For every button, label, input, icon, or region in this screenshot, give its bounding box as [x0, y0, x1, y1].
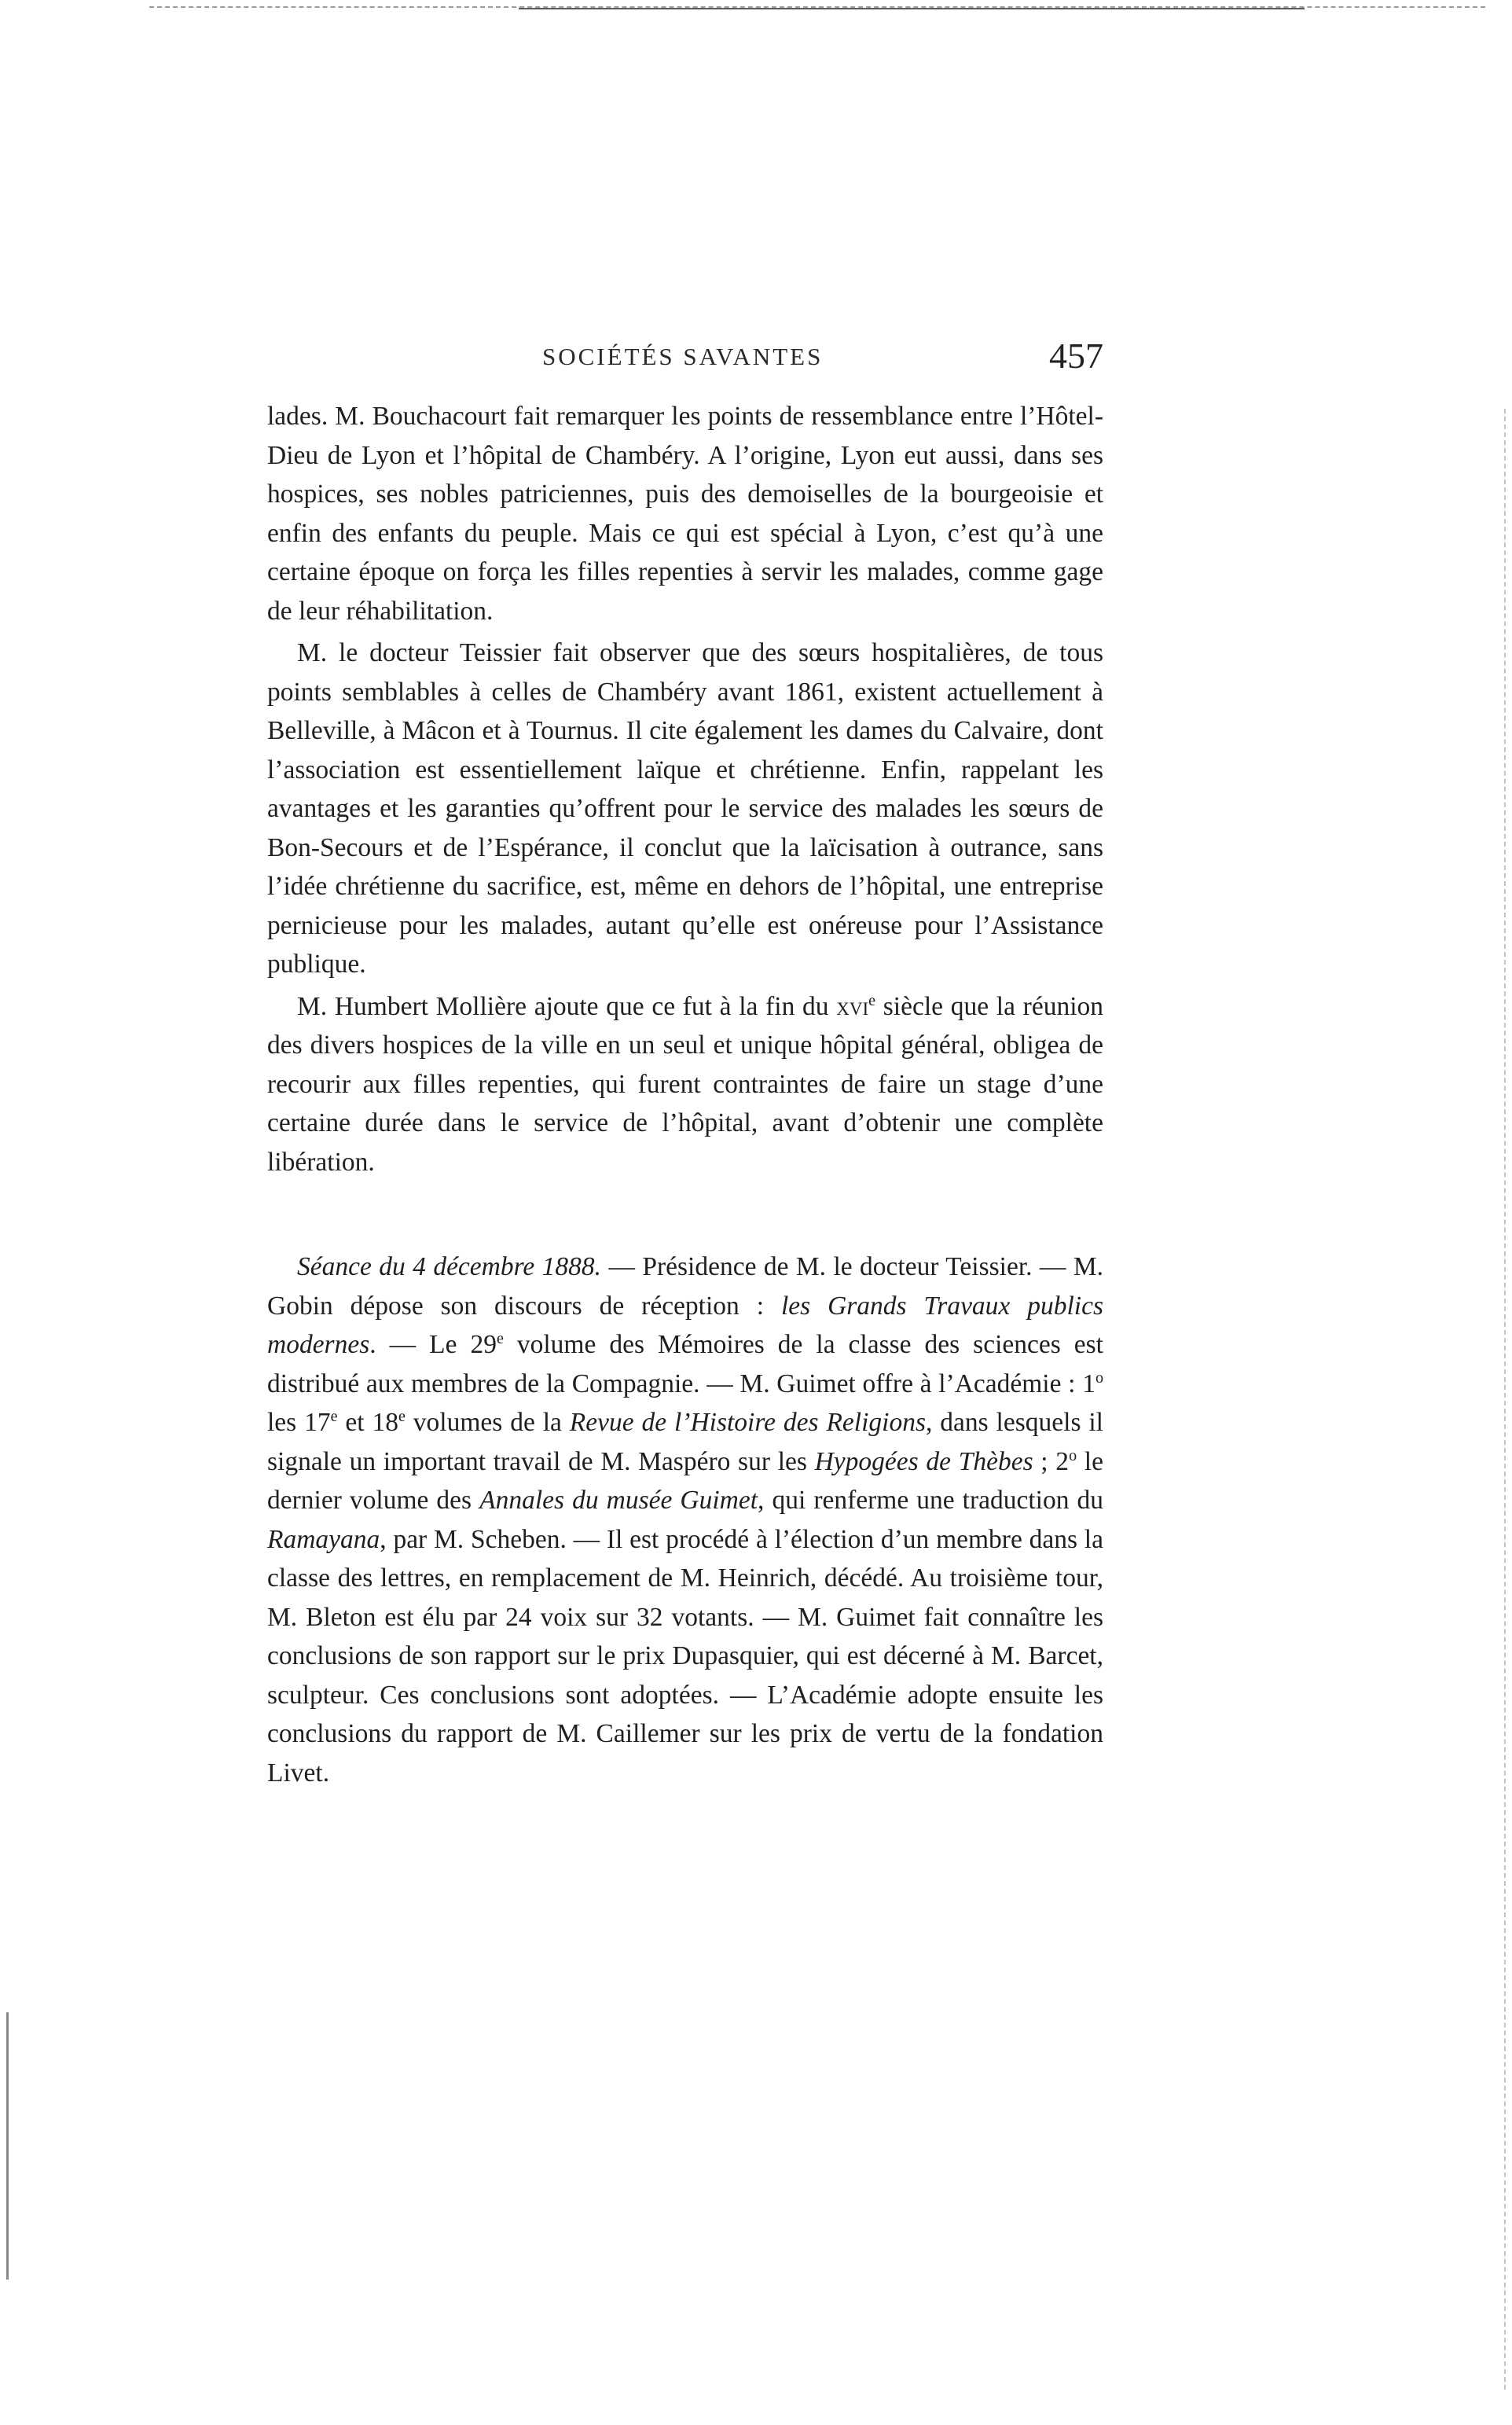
session-text-8: ; 2 [1033, 1446, 1070, 1476]
work-title-annales: Annales du musée Guimet [479, 1486, 758, 1515]
session-text-7: , dans lesquels il signale un important travail de M. Maspéro sur les [267, 1408, 1103, 1476]
session-text-5: et 18 [337, 1408, 398, 1437]
scan-artifact-right-edge [1504, 409, 1506, 2390]
running-title: SOCIÉTÉS SAVANTES [542, 343, 824, 370]
paragraph-bouchacourt: lades. M. Bouchacourt fait remarquer les points de ressemblance entre l’Hôtel-Dieu de Lyon et l’hôpital de Chambéry. A l’origine, Lyon eut aussi, dans ses hospices, ses nobles patriciennes, puis des demoiselles de la bourgeoisie et enfin des enfants du peuple. Mais ce qui est spécial à Lyon, c’est qu’à une certaine époque on força les filles repenties à servir les malades, comme gage de leur réhabilitation. [267, 402, 1103, 626]
session-text-4: les 17 [267, 1408, 331, 1437]
superscript-o-2: o [1069, 1446, 1077, 1464]
session-minutes [267, 1247, 1103, 1792]
century-numeral: xvi [836, 991, 869, 1021]
session-text-3: volume des Mémoires de la classe des sciences est distribué aux membres de la Compagnie. — M. Guimet offre à l’Académie : 1 [267, 1330, 1103, 1398]
molliere-text-end: siècle que la réunion des divers hospices de la ville en un seul et unique hôpital général, obligea de recourir aux filles repenties, qui furent contraintes de faire un stage d’une certaine durée dans le service de l’hôpital, avant d’obtenir une complète libération. [267, 991, 1104, 1177]
molliere-text-start: M. Humbert Mollière ajoute que ce fut à la fin du [297, 991, 837, 1021]
century-superscript: e [868, 991, 876, 1009]
work-title-ramayana: Ramayana [267, 1524, 380, 1554]
session-text-2: . — Le 29 [369, 1330, 497, 1359]
superscript-e-2: e [330, 1407, 338, 1425]
work-title-hypogees: Hypogées de Thèbes [814, 1446, 1033, 1476]
paragraph-molliere [267, 987, 1103, 1182]
running-head [267, 335, 1103, 382]
session-date: Séance du 4 décembre 1888. [297, 1252, 602, 1281]
page-number: 457 [1049, 336, 1103, 376]
paragraph-teissier: M. le docteur Teissier fait observer que des sœurs hospitalières, de tous points semblables à celles de Chambéry avant 1861, existent actuellement à Belleville, à Mâcon et à Tournus. Il cite également les dames du Calvaire, dont l’association est essentiellement laïque et chrétienne. Enfin, rappelant les avantages et les garanties qu’offrent pour le service des malades les sœurs de Bon-Secours et de l’Espérance, il conclut que la laïcisation à outrance, sans l’idée chrétienne du sacrifice, est, même en dehors de l’hôpital, une entreprise pernicieuse pour les malades, autant qu’elle est onéreuse pour l’Assistance publique. [267, 638, 1103, 979]
scan-artifact-left-edge [6, 2012, 9, 2280]
scan-artifact-top-rule [519, 8, 1305, 9]
page-body [267, 397, 1103, 1792]
session-text-9: le dernier volume des [267, 1446, 1103, 1515]
work-title-revue: Revue de l’Histoire des Religions [569, 1408, 926, 1437]
superscript-e-3: e [398, 1407, 406, 1425]
session-text-10: , qui renferme une traduction du [758, 1486, 1104, 1515]
session-text-1: — Présidence de M. le docteur Teissier. — M. Gobin dépose son discours de réception : [267, 1252, 1103, 1321]
session-text-6: volumes de la [405, 1408, 570, 1437]
work-title-grands-travaux: les Grands Travaux publics modernes [267, 1291, 1103, 1359]
superscript-o-1: o [1095, 1369, 1103, 1387]
session-text-11: , par M. Scheben. — Il est procédé à l’élection d’un membre dans la classe des lettres, en remplacement de M. Heinrich, décédé. Au troisième tour, M. Bleton est élu par 24 voix sur 32 votants. — M. Guimet fait connaître les conclusions de son rapport sur le prix Dupasquier, qui est décerné à M. Barcet, sculpteur. Ces conclusions sont adoptées. — L’Académie adopte ensuite les conclusions du rapport de M. Caillemer sur les prix de vertu de la fondation Livet. [267, 1524, 1103, 1788]
superscript-e-1: e [496, 1329, 504, 1347]
